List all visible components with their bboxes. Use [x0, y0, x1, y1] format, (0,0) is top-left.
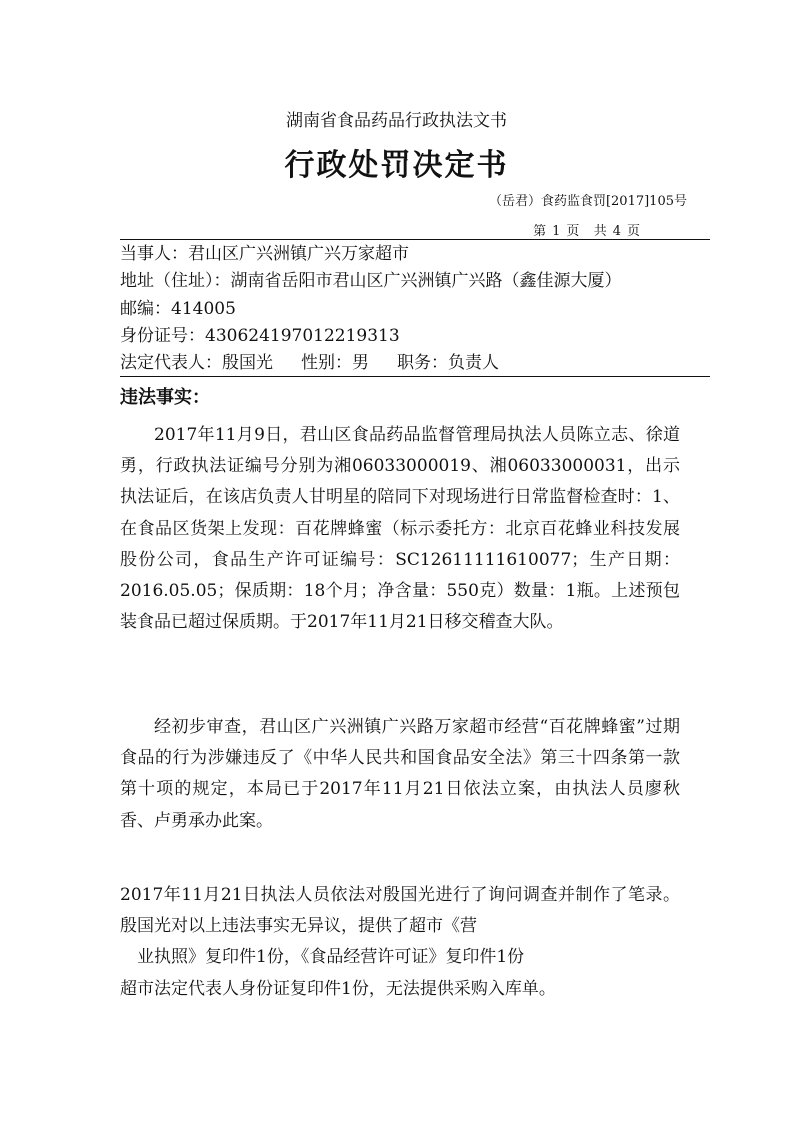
- divider-top: [120, 239, 710, 240]
- party-address-row: [120, 268, 720, 294]
- party-name-label: 当事人：: [120, 244, 188, 264]
- facts-paragraph-1: 2017年11月9日，君山区食品药品监督管理局执法人员陈立志、徐道勇，行政执法证编号分别为湘06033000019、湘06033000031，出示执法证后，在该店负责人甘明星的陪同下对现场进行日常监督检查时：1、在食品区货架上发现：百花牌蜂蜜（标示委托方：北京百花蜂业科技发展股份公司，食品生产许可证编号：SC12611111610077；生产日期：2016.05.05；保质期：18个月；净含量：550克）数量：1瓶。上述预包装食品已超过保质期。于2017年11月21日移交稽查大队。: [120, 425, 680, 633]
- facts-paragraph-2: 经初步审查，君山区广兴洲镇广兴路万家超市经营“百花牌蜂蜜”过期食品的行为涉嫌违反了《中华人民共和国食品安全法》第三十四条第一款第十项的规定，本局已于2017年11月21日依法立案，由执法人员廖秋香、卢勇承办此案。: [120, 717, 680, 831]
- document-title: 行政处罚决定书: [284, 148, 509, 183]
- section-heading-violation-facts: 违法事实：: [120, 387, 210, 408]
- page-current: 1: [552, 224, 561, 239]
- party-id-label: 身份证号：: [120, 326, 205, 346]
- facts-paragraph-3-line-3: 超市法定代表人身份证复印件1份，无法提供采购入库单。: [120, 978, 556, 999]
- party-position-label: 职务：: [397, 353, 448, 373]
- facts-paragraph-3: [120, 880, 680, 1005]
- page-prefix: 第: [533, 224, 547, 239]
- divider-bottom: [120, 376, 710, 377]
- facts-paragraph-3-line-2: 业执照》复印件1份，《食品经营许可证》复印件1份: [137, 947, 525, 968]
- party-rep-label: 法定代表人：: [120, 353, 222, 373]
- document-number: （岳君）食药监食罚[2017]105号: [488, 194, 687, 209]
- party-postcode: 414005: [171, 299, 236, 319]
- party-name-row: [120, 241, 720, 267]
- party-rep: 殷国光: [222, 353, 273, 373]
- document-issuer: 湖南省食品药品行政执法文书: [286, 111, 507, 131]
- party-postcode-row: [120, 296, 720, 322]
- party-position: 负责人: [448, 353, 499, 373]
- facts-paragraph-3-line-1: 2017年11月21日执法人员依法对殷国光进行了询问调查并制作了笔录。殷国光对以上违法事实无异议，提供了超市《营: [120, 885, 680, 937]
- party-postcode-label: 邮编：: [120, 299, 171, 319]
- party-representative-row: [120, 350, 720, 376]
- page-total-unit: 页: [626, 224, 640, 239]
- party-address-label: 地址（住址）：: [120, 271, 231, 291]
- page-total: 4: [612, 224, 621, 239]
- party-name: 君山区广兴洲镇广兴万家超市: [188, 244, 409, 264]
- party-id-row: [120, 323, 720, 349]
- page-unit: 页: [566, 224, 580, 239]
- page-indicator: [530, 220, 643, 239]
- party-id: 430624197012219313: [205, 326, 400, 346]
- party-gender-label: 性别：: [301, 353, 352, 373]
- page-total-prefix: 共: [593, 224, 607, 239]
- party-address: 湖南省岳阳市君山区广兴洲镇广兴路（鑫佳源大厦）: [230, 271, 622, 291]
- party-gender: 男: [352, 353, 369, 373]
